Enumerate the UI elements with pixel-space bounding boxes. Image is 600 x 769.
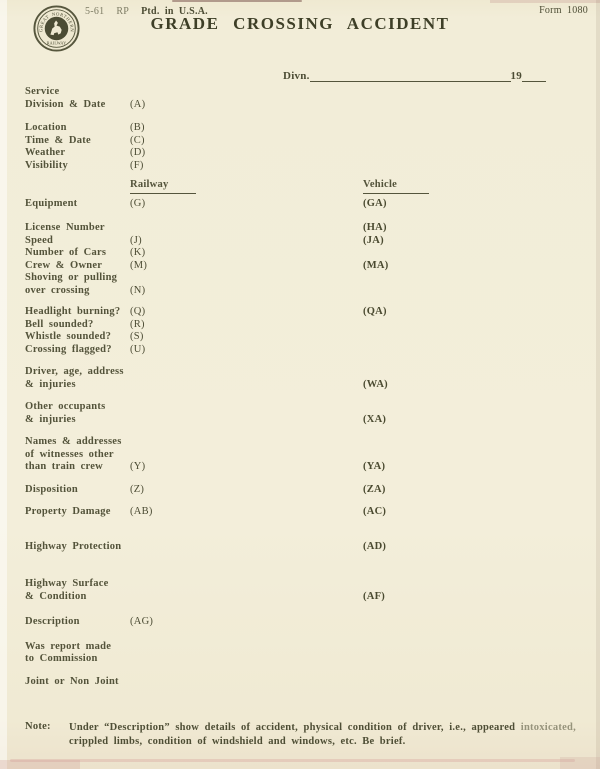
field-label xyxy=(25,578,130,603)
field-code-railway: (F) xyxy=(130,159,144,171)
scan-artifact xyxy=(0,760,80,769)
field-label-line: Crossing flagged? xyxy=(25,343,112,355)
field-code-vehicle: (QA) xyxy=(363,306,387,317)
form-field-row xyxy=(25,319,600,332)
form-field-row xyxy=(25,160,600,173)
field-label-line: Headlight burning? xyxy=(25,306,121,317)
field-rows-main xyxy=(25,198,600,689)
print-code-2: RP xyxy=(116,6,130,17)
field-label-line: Whistle sounded? xyxy=(25,331,112,342)
field-code-railway: (R) xyxy=(130,318,145,330)
form-field-row xyxy=(25,122,600,135)
form-field-row xyxy=(25,344,600,357)
field-label-line: & injuries xyxy=(25,413,76,425)
column-headers-spacer xyxy=(25,179,130,194)
division-date-line xyxy=(283,70,546,82)
railway-column-header: Railway xyxy=(130,179,196,194)
divn-label: Divn. xyxy=(283,70,310,82)
field-code-railway: (K) xyxy=(130,247,146,258)
field-label-line: over crossing xyxy=(25,284,90,296)
field-label-line: Service xyxy=(25,86,60,97)
field-label-line: Number of Cars xyxy=(25,247,107,258)
form-field-row xyxy=(25,578,600,603)
field-label xyxy=(25,222,130,235)
field-label-line: than train crew xyxy=(25,461,103,472)
field-label xyxy=(25,247,130,260)
form-field-row xyxy=(25,331,600,344)
form-field-row xyxy=(25,401,600,426)
field-label-line: Speed xyxy=(25,234,54,246)
field-code-vehicle: (AD) xyxy=(363,540,387,552)
field-label xyxy=(25,344,130,357)
divn-blank-line xyxy=(310,70,511,82)
logo-arc-text-top: GREAT NORTHERN xyxy=(39,12,74,33)
note-text-1: Under “Description” show details of accident, physical condition of driver, i.e., appeared xyxy=(69,722,521,733)
field-label xyxy=(25,401,130,426)
form-number: Form 1080 xyxy=(539,5,588,16)
field-code-railway: (N) xyxy=(130,284,146,296)
field-code-railway: (U) xyxy=(130,343,146,355)
scan-artifact xyxy=(560,757,600,769)
field-label xyxy=(25,506,130,519)
note-text-2: crippled limbs, condition of windshield and windows, etc. Be brief. xyxy=(69,735,406,747)
field-label xyxy=(25,541,130,554)
note-text-faded: intoxicated, xyxy=(520,722,576,733)
form-field-row xyxy=(25,484,600,497)
field-label xyxy=(25,306,130,319)
field-label xyxy=(25,160,130,173)
form-field-row xyxy=(25,306,600,319)
field-code-railway: (C) xyxy=(130,134,145,146)
field-label-line: License Number xyxy=(25,222,105,233)
printed-in-label: Ptd. in U.S.A. xyxy=(141,6,208,17)
scan-artifact xyxy=(10,759,575,762)
field-label-line: to Commission xyxy=(25,653,98,664)
field-code-railway: (D) xyxy=(130,147,146,158)
form-field-row xyxy=(25,147,600,160)
field-code-railway: (G) xyxy=(130,197,146,209)
field-label-line: Other occupants xyxy=(25,401,106,412)
field-label xyxy=(25,319,130,332)
field-code-railway: (AB) xyxy=(130,506,153,517)
form-field-row xyxy=(25,247,600,260)
field-label xyxy=(25,484,130,497)
field-label-line: & injuries xyxy=(25,378,76,390)
field-label-line: & Condition xyxy=(25,590,87,602)
field-code-railway: (S) xyxy=(130,331,144,342)
field-code-vehicle: (JA) xyxy=(363,234,384,246)
field-label-line: Highway Surface xyxy=(25,578,109,589)
field-label-line: Property Damage xyxy=(25,506,111,517)
field-code-railway: (Q) xyxy=(130,306,146,317)
field-code-railway: (Y) xyxy=(130,461,146,472)
field-code-vehicle: (AF) xyxy=(363,590,385,602)
field-label-line: Time & Date xyxy=(25,134,91,146)
field-label-line: Joint or Non Joint xyxy=(25,675,119,687)
field-label xyxy=(25,331,130,344)
field-code-vehicle: (MA) xyxy=(363,259,389,271)
field-code-railway: (AG) xyxy=(130,616,154,627)
form-field-row xyxy=(25,272,600,297)
field-code-vehicle: (ZA) xyxy=(363,483,386,495)
field-code-railway: (A) xyxy=(130,98,146,110)
column-headers-row xyxy=(25,179,600,194)
field-label xyxy=(25,235,130,248)
form-field-row xyxy=(25,86,600,111)
form-field-row xyxy=(25,366,600,391)
scan-artifact xyxy=(0,0,7,769)
field-label-line: Was report made xyxy=(25,640,112,652)
field-label-line: Crew & Owner xyxy=(25,259,103,271)
field-label-line: Names & addresses xyxy=(25,436,122,447)
field-code-vehicle: (XA) xyxy=(363,413,387,425)
form-field-row xyxy=(25,235,600,248)
field-label xyxy=(25,260,130,273)
field-label xyxy=(25,436,130,474)
field-code-railway: (J) xyxy=(130,234,142,246)
field-label-line: Division & Date xyxy=(25,98,106,110)
field-code-railway: (Z) xyxy=(130,483,145,495)
field-label-line: Driver, age, address xyxy=(25,366,124,377)
field-label xyxy=(25,641,130,666)
field-label xyxy=(25,616,130,629)
field-label-line: Description xyxy=(25,616,80,627)
form-field-row xyxy=(25,616,600,629)
field-code-vehicle: (GA) xyxy=(363,197,387,209)
print-code: 5-61 xyxy=(85,6,105,17)
field-label xyxy=(25,135,130,148)
form-field-row xyxy=(25,222,600,235)
vehicle-column-header: Vehicle xyxy=(363,179,429,194)
field-label-line: Weather xyxy=(25,147,66,158)
field-code-vehicle: (WA) xyxy=(363,378,388,390)
field-label-line: Equipment xyxy=(25,197,78,209)
form-field-row xyxy=(25,135,600,148)
year-blank-line xyxy=(522,70,546,82)
field-code-vehicle: (AC) xyxy=(363,506,387,517)
field-code-railway: (B) xyxy=(130,122,145,133)
field-code-vehicle: (HA) xyxy=(363,222,387,233)
footer-note xyxy=(25,721,576,748)
field-label xyxy=(25,366,130,391)
field-label-line: Location xyxy=(25,122,67,133)
field-label xyxy=(25,272,130,297)
field-label xyxy=(25,198,130,211)
field-label-line: Bell sounded? xyxy=(25,318,94,330)
logo-arc-text-bottom: RAILWAY xyxy=(46,40,67,46)
field-label-line: Disposition xyxy=(25,483,78,495)
field-label xyxy=(25,122,130,135)
form-title: GRADE CROSSING ACCIDENT xyxy=(150,14,450,33)
field-label-line: Highway Protection xyxy=(25,540,122,552)
field-label-line: Shoving or pulling xyxy=(25,272,118,283)
form-field-row xyxy=(25,541,600,554)
field-label xyxy=(25,86,130,111)
form-field-row xyxy=(25,506,600,519)
note-body xyxy=(69,721,576,748)
note-label: Note: xyxy=(25,721,51,732)
field-code-vehicle: (YA) xyxy=(363,461,386,472)
form-field-row xyxy=(25,198,600,211)
field-label xyxy=(25,147,130,160)
field-label-line: Visibility xyxy=(25,159,68,171)
form-field-row xyxy=(25,260,600,273)
form-field-row xyxy=(25,676,600,689)
year-prefix: 19 xyxy=(510,70,522,82)
field-label-line: of witnesses other xyxy=(25,448,114,460)
field-label xyxy=(25,676,130,689)
form-field-row xyxy=(25,436,600,474)
field-code-railway: (M) xyxy=(130,259,148,271)
form-field-row xyxy=(25,641,600,666)
